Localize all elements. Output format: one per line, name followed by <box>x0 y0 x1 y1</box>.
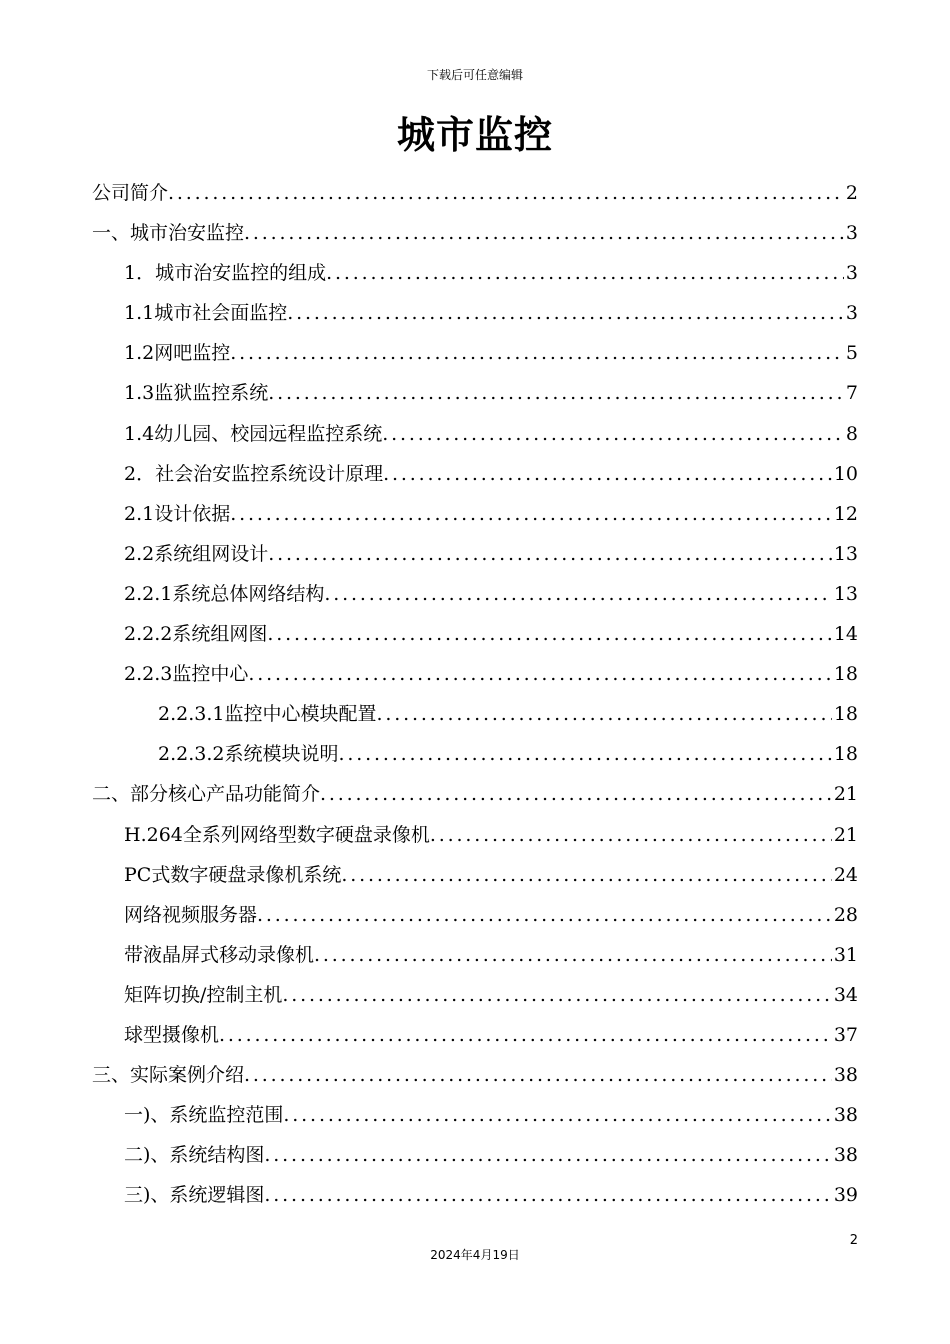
toc-entry[interactable] <box>92 213 858 253</box>
toc-entry-text: 二)、系统结构图 <box>124 1144 265 1167</box>
toc-entry-text: 一、城市治安监控 <box>92 222 245 245</box>
toc-entry[interactable] <box>92 654 858 694</box>
document-title: 城市监控 <box>396 113 553 157</box>
toc-entry-page: 13 <box>833 582 858 605</box>
toc-leader-dots <box>376 694 831 734</box>
toc-leader-dots <box>248 654 831 694</box>
toc-leader-dots <box>326 253 844 293</box>
toc-entry[interactable] <box>92 1015 858 1055</box>
toc-entry[interactable] <box>92 494 858 534</box>
toc-entry-page: 38 <box>833 1144 858 1167</box>
toc-entry-page: 13 <box>833 542 858 565</box>
toc-entry[interactable] <box>92 935 858 975</box>
page-footer-date: 2024年4月19日 <box>430 1248 520 1262</box>
toc-entry[interactable] <box>92 1135 858 1175</box>
toc-leader-dots <box>382 414 844 454</box>
table-of-contents <box>92 173 858 1215</box>
toc-entry[interactable] <box>92 253 858 293</box>
toc-entry[interactable] <box>92 293 858 333</box>
toc-entry-text: 2.2.1系统总体网络结构 <box>124 582 325 605</box>
toc-leader-dots <box>244 1055 832 1095</box>
toc-entry-text: 二、部分核心产品功能简介 <box>92 783 321 806</box>
toc-leader-dots <box>383 454 832 494</box>
toc-entry-text: 2．社会治安监控系统设计原理 <box>124 462 384 485</box>
toc-entry-text: 1.2网吧监控 <box>124 342 231 365</box>
toc-entry-text: 2.2.3.2系统模块说明 <box>158 743 339 766</box>
toc-entry[interactable] <box>92 895 858 935</box>
toc-entry-text: 网络视频服务器 <box>124 903 258 926</box>
toc-entry-page: 31 <box>833 943 858 966</box>
toc-entry-page: 3 <box>845 302 858 325</box>
toc-entry-page: 18 <box>833 663 858 686</box>
toc-leader-dots <box>244 213 844 253</box>
toc-entry-page: 3 <box>845 222 858 245</box>
toc-entry-page: 24 <box>833 863 858 886</box>
toc-entry-page: 12 <box>833 502 858 525</box>
toc-entry[interactable] <box>92 414 858 454</box>
page-header: 下载后可任意编辑 <box>426 68 523 82</box>
toc-entry-text: 1.3监狱监控系统 <box>124 382 269 405</box>
toc-leader-dots <box>324 574 831 614</box>
toc-leader-dots <box>268 534 832 574</box>
toc-entry-page: 5 <box>845 342 858 365</box>
toc-entry-text: 1.1城市社会面监控 <box>124 302 288 325</box>
toc-leader-dots <box>282 975 831 1015</box>
toc-entry-page: 39 <box>833 1184 858 1207</box>
toc-leader-dots <box>268 373 844 413</box>
toc-entry-page: 34 <box>833 983 858 1006</box>
toc-entry[interactable] <box>92 333 858 373</box>
toc-leader-dots <box>230 494 832 534</box>
page-number: 2 <box>849 1233 858 1248</box>
toc-entry-text: 2.2系统组网设计 <box>124 542 269 565</box>
toc-entry-text: 带液晶屏式移动录像机 <box>124 943 315 966</box>
toc-entry-page: 10 <box>833 462 858 485</box>
toc-entry-text: 三、实际案例介绍 <box>92 1064 245 1087</box>
toc-entry-text: 一)、系统监控范围 <box>124 1104 284 1127</box>
toc-entry-text: 2.2.3.1监控中心模块配置 <box>158 703 377 726</box>
toc-entry-page: 38 <box>833 1064 858 1087</box>
toc-entry-text: 球型摄像机 <box>124 1023 220 1046</box>
toc-entry-page: 3 <box>845 262 858 285</box>
toc-entry-text: 1．城市治安监控的组成 <box>124 262 327 285</box>
toc-entry-page: 21 <box>833 823 858 846</box>
toc-leader-dots <box>219 1015 832 1055</box>
toc-entry[interactable] <box>92 774 858 814</box>
toc-entry-page: 2 <box>845 182 858 204</box>
toc-leader-dots <box>168 173 844 213</box>
toc-entry-page: 38 <box>833 1104 858 1127</box>
toc-leader-dots <box>314 935 832 975</box>
toc-entry[interactable] <box>92 373 858 413</box>
toc-entry[interactable] <box>92 1055 858 1095</box>
toc-entry-text: 公司简介 <box>92 182 169 204</box>
toc-leader-dots <box>341 855 831 895</box>
toc-leader-dots <box>230 333 844 373</box>
toc-entry[interactable] <box>92 1175 858 1215</box>
toc-entry-page: 18 <box>833 703 858 726</box>
toc-entry-page: 21 <box>833 783 858 806</box>
toc-leader-dots <box>430 815 832 855</box>
toc-entry-page: 37 <box>833 1023 858 1046</box>
toc-entry-text: H.264全系列网络型数字硬盘录像机 <box>124 823 430 846</box>
toc-leader-dots <box>287 293 844 333</box>
toc-entry-page: 14 <box>833 623 858 646</box>
toc-entry[interactable] <box>92 614 858 654</box>
toc-entry[interactable] <box>92 454 858 494</box>
toc-entry[interactable] <box>92 815 858 855</box>
toc-entry-page: 7 <box>845 382 858 405</box>
toc-entry-page: 18 <box>833 743 858 766</box>
toc-entry-text: 2.1设计依据 <box>124 502 231 525</box>
toc-entry[interactable] <box>92 694 858 734</box>
toc-entry-text: PC式数字硬盘录像机系统 <box>124 863 342 886</box>
toc-entry-text: 三)、系统逻辑图 <box>124 1184 265 1207</box>
toc-leader-dots <box>264 1135 831 1175</box>
toc-entry-text: 1.4幼儿园、校园远程监控系统 <box>124 422 383 445</box>
toc-entry[interactable] <box>92 734 858 774</box>
toc-entry-text: 2.2.2系统组网图 <box>124 623 268 646</box>
toc-leader-dots <box>283 1095 831 1135</box>
toc-entry-page: 28 <box>833 903 858 926</box>
toc-entry-text: 2.2.3监控中心 <box>124 663 249 686</box>
toc-entry-page: 8 <box>845 422 858 445</box>
toc-leader-dots <box>338 734 831 774</box>
toc-leader-dots <box>320 774 832 814</box>
toc-entry[interactable] <box>92 534 858 574</box>
toc-entry[interactable] <box>92 173 858 213</box>
toc-leader-dots <box>257 895 832 935</box>
toc-leader-dots <box>267 614 831 654</box>
toc-entry[interactable] <box>92 855 858 895</box>
toc-leader-dots <box>264 1175 831 1215</box>
toc-entry-text: 矩阵切换/控制主机 <box>124 983 283 1006</box>
toc-entry[interactable] <box>92 975 858 1015</box>
toc-entry[interactable] <box>92 574 858 614</box>
toc-entry[interactable] <box>92 1095 858 1135</box>
